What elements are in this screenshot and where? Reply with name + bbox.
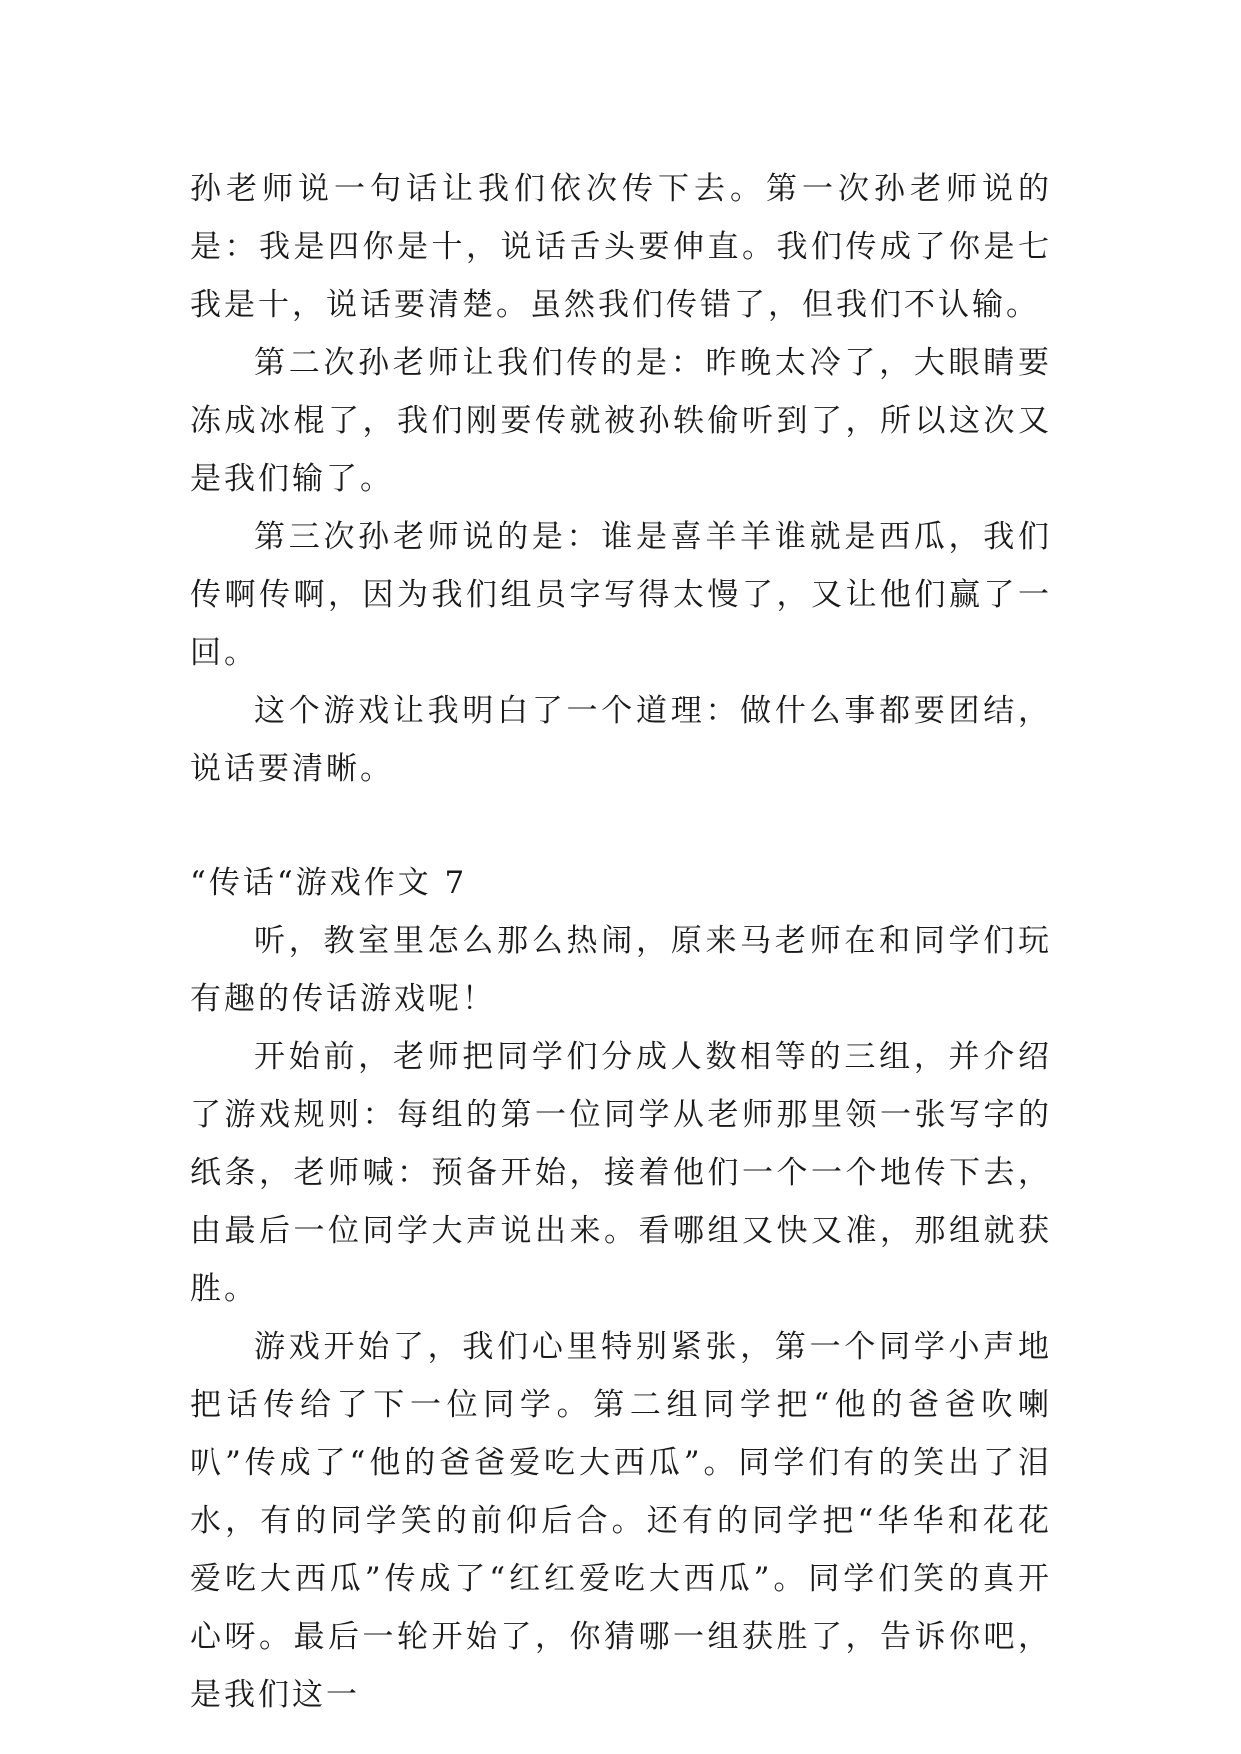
section-spacer: [190, 798, 1052, 854]
section-title: “传话“游戏作文 7: [190, 865, 468, 901]
paragraph: 游戏开始了，我们心里特别紧张，第一个同学小声地把话传给了下一位同学。第二组同学把“他的爸爸吹喇叭”传成了“他的爸爸爱吃大西瓜”。同学们有的笑出了泪水，有的同学笑的前仰后合。还有的同学把“华华和花花爱吃大西瓜”传成了“红红爱吃大西瓜”。同学们笑的真开心呀。最后一轮开始了，你猜哪一组获胜了，告诉你吧，是我们这一: [190, 1329, 1052, 1713]
paragraph: 听，教室里怎么那么热闹，原来马老师在和同学们玩有趣的传话游戏呢！: [190, 923, 1052, 1017]
document-body: [190, 160, 1052, 1724]
paragraph: 这个游戏让我明白了一个道理：做什么事都要团结，说话要清晰。: [190, 693, 1052, 787]
paragraph: 第三次孙老师说的是：谁是喜羊羊谁就是西瓜，我们传啊传啊，因为我们组员字写得太慢了，又让他们赢了一回。: [190, 519, 1052, 671]
paragraph: 第二次孙老师让我们传的是：昨晚太冷了，大眼睛要冻成冰棍了，我们刚要传就被孙轶偷听到了，所以这次又是我们输了。: [190, 345, 1052, 497]
paragraph: 开始前，老师把同学们分成人数相等的三组，并介绍了游戏规则：每组的第一位同学从老师那里领一张写字的纸条，老师喊：预备开始，接着他们一个一个地传下去，由最后一位同学大声说出来。看哪组又快又准，那组就获胜。: [190, 1039, 1052, 1307]
paragraph: 孙老师说一句话让我们依次传下去。第一次孙老师说的是：我是四你是十，说话舌头要伸直。我们传成了你是七我是十，说话要清楚。虽然我们传错了，但我们不认输。: [190, 171, 1052, 323]
